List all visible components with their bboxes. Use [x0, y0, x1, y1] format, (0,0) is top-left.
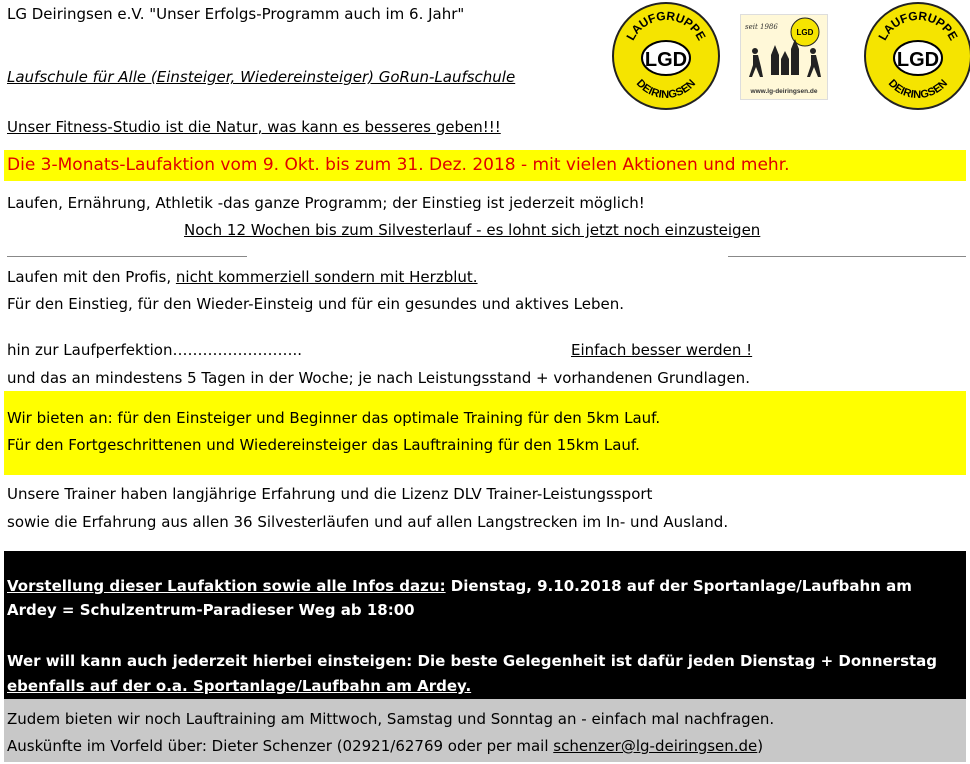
flyer-motto: Unser Fitness-Studio ist die Natur, was kann es besseres geben!!!	[7, 118, 501, 136]
logo-middle-year: seit 1986	[745, 23, 778, 31]
kontakt-suffix: )	[757, 737, 764, 755]
svg-text:DEIRINGSEN	[634, 77, 698, 101]
kontakt-prefix: Auskünfte im Vorfeld über: Dieter Schenzer (02921/62769 oder per mail	[7, 737, 554, 755]
vorstellung-underlined: Vorstellung dieser Laufaktion sowie alle Infos dazu:	[7, 577, 446, 595]
vorstellung-line-4: ebenfalls auf der o.a. Sportanlage/Laufbahn am Ardey.	[7, 677, 472, 695]
vorstellung-line-2: Ardey = Schulzentrum-Paradieser Weg ab 18:00	[7, 601, 415, 619]
perfektion-left: hin zur Laufperfektion……………………..	[7, 341, 302, 359]
svg-text:DEIRINGSEN	[886, 77, 950, 101]
logo-left-center-text: LGD	[644, 49, 688, 71]
kontakt-line-2	[7, 737, 763, 755]
svg-text:LAUFGRUPPE	[875, 9, 960, 43]
svg-text:LGD: LGD	[796, 28, 814, 37]
divider-left	[7, 256, 247, 257]
logo-right-top-text: LAUFGRUPPE	[875, 8, 961, 43]
intro-line-2: Noch 12 Wochen bis zum Silvesterlauf - es lohnt sich jetzt noch einzusteigen	[184, 221, 761, 239]
vorstellung-rest: Dienstag, 9.10.2018 auf der Sportanlage/Laufbahn am	[445, 577, 912, 595]
logo-right-bottom-text: DEIRINGSEN	[885, 77, 951, 102]
profis-line-2: Für den Einstieg, für den Wieder-Einsteig und für ein gesundes und aktives Leben.	[7, 295, 624, 313]
logo-left-top-text: LAUFGRUPPE	[623, 8, 709, 43]
kontakt-line-1: Zudem bieten wir noch Lauftraining am Mittwoch, Samstag und Sonntag an - einfach mal nachfragen.	[7, 710, 775, 728]
flyer-subtitle: Laufschule für Alle (Einsteiger, Wiedereinsteiger) GoRun-Laufschule	[7, 68, 516, 86]
flyer-title: LG Deiringsen e.V. "Unser Erfolgs-Programm auch im 6. Jahr"	[7, 5, 465, 23]
aktion-banner: Die 3-Monats-Laufaktion vom 9. Okt. bis zum 31. Dez. 2018 - mit vielen Aktionen und mehr.	[7, 155, 790, 175]
angebot-band	[4, 391, 966, 475]
angebot-line-1: Wir bieten an: für den Einsteiger und Beginner das optimale Training für den 5km Lauf.	[7, 409, 661, 427]
divider-right	[728, 256, 966, 257]
profis-underlined: nicht kommerziell sondern mit Herzblut.	[175, 268, 478, 286]
lgd-logo-right	[864, 2, 970, 110]
lgd-logo-right-graphic	[866, 4, 970, 108]
profis-prefix: Laufen mit den Profis,	[7, 268, 176, 286]
logo-middle-url: www.lg-deiringsen.de	[750, 88, 818, 95]
logo-right-center-text: LGD	[896, 49, 940, 71]
lgd-logo-middle-graphic	[741, 15, 827, 99]
logo-left-bottom-text: DEIRINGSEN	[633, 77, 699, 102]
angebot-line-2: Für den Fortgeschrittenen und Wiedereinsteiger das Lauftraining für den 15km Lauf.	[7, 436, 640, 454]
perfektion-right: Einfach besser werden !	[571, 341, 753, 359]
trainer-line-1: Unsere Trainer haben langjährige Erfahrung und die Lizenz DLV Trainer-Leistungssport	[7, 485, 653, 503]
kontakt-email-link[interactable]: schenzer@lg-deiringsen.de	[553, 737, 758, 755]
trainer-line-2: sowie die Erfahrung aus allen 36 Silvesterläufen und auf allen Langstrecken im In- und Ausland.	[7, 513, 729, 531]
profis-line-1	[7, 268, 478, 286]
svg-text:LAUFGRUPPE	[623, 9, 708, 43]
vorstellung-line-3: Wer will kann auch jederzeit hierbei einsteigen: Die beste Gelegenheit ist dafür jeden Dienstag + Donnerstag	[7, 652, 938, 670]
lgd-logo-middle	[740, 14, 828, 100]
perfektion-line-2: und das an mindestens 5 Tagen in der Woche; je nach Leistungsstand + vorhandenen Grundlagen.	[7, 369, 750, 387]
vorstellung-line-1	[7, 577, 912, 595]
intro-line-1: Laufen, Ernährung, Athletik -das ganze Programm; der Einstieg ist jederzeit möglich!	[7, 194, 645, 212]
lgd-logo-left-graphic	[614, 4, 718, 108]
lgd-logo-left	[612, 2, 720, 110]
